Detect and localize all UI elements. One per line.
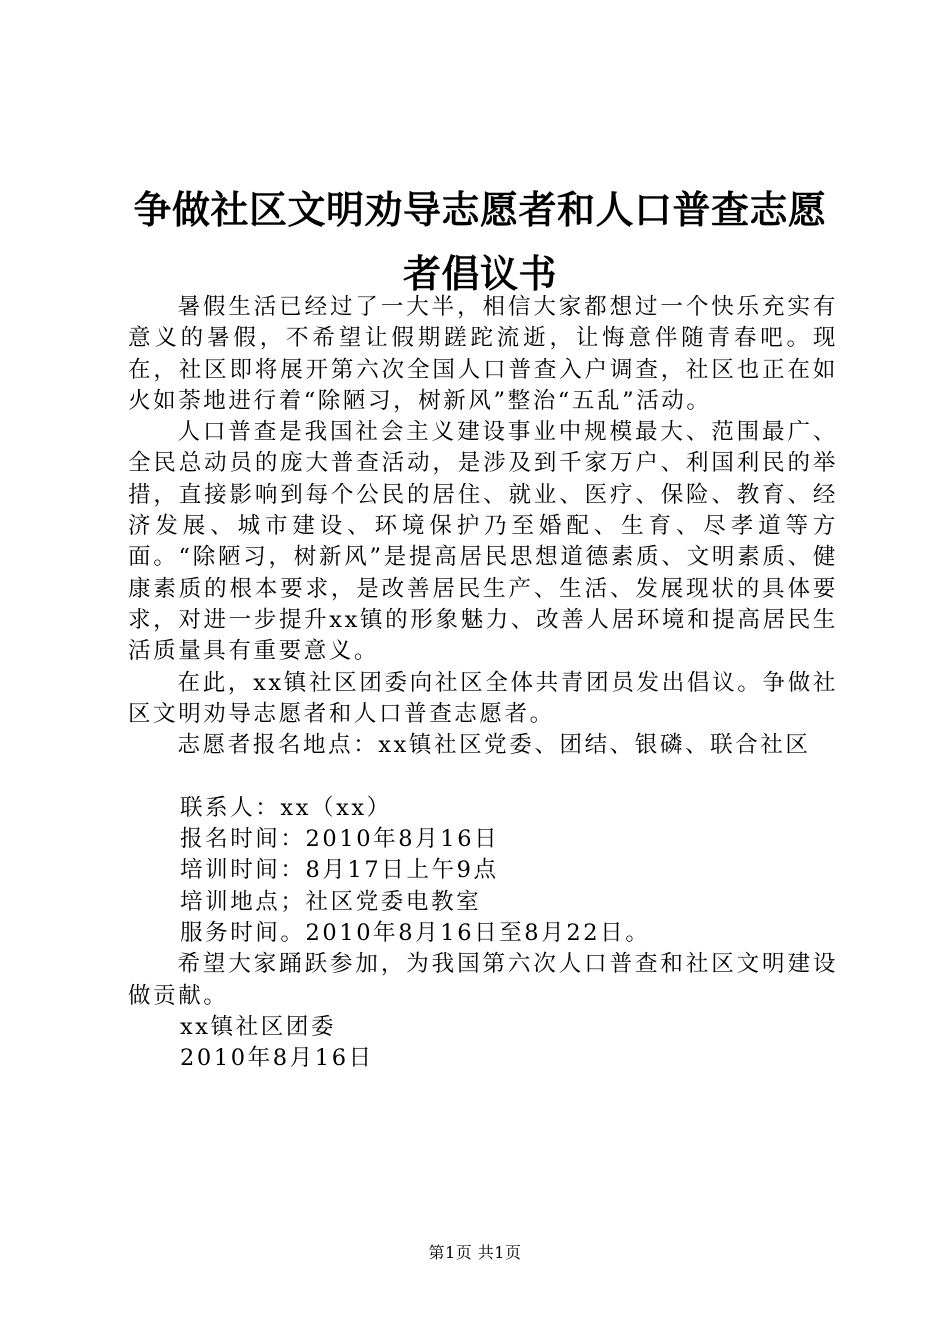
detail-signup-time: 报名时间：2010年8月16日 [180,826,500,853]
paragraph-census: 人口普查是我国社会主义建设事业中规模最大、范围最广、全民总动员的庞大普查活动，是涉及到千家万户、利国利民的举措，直接影响到每个公民的居住、就业、医疗、保险、教育、经济发展、城市建设、环境保护乃至婚配、生育、尽孝道等方面。“除陋习，树新风”是提高居民思想道德素质、文明素质、健康素质的根本要求，是改善居民生产、生活、发展现状的具体要求，对进一步提升xx镇的形象魅力、改善人居环境和提高居民生活质量具有重要意义。 [128,419,838,665]
paragraph-signup-location: 志愿者报名地点：xx镇社区党委、团结、银磷、联合社区 [177,732,811,759]
signature-organization: xx镇社区团委 [180,1013,337,1040]
paragraph-closing: 希望大家踊跃参加，为我国第六次人口普查和社区文明建设做贡献。 [128,951,838,1009]
document-title: 争做社区文明劝导志愿者和人口普查志愿者倡议书 [133,188,827,296]
detail-service-time: 服务时间。2010年8月16日至8月22日。 [180,919,651,946]
paragraph-intro: 暑假生活已经过了一大半，相信大家都想过一个快乐充实有意义的暑假，不希望让假期蹉跎流逝，让悔意伴随青春吧。现在，社区即将展开第六次全国人口普查入户调查，社区也正在如火如荼地进行着“除陋习，树新风”整治“五乱”活动。 [128,294,838,414]
blank-line [128,761,838,792]
signature-date: 2010年8月16日 [180,1045,374,1072]
detail-training-location: 培训地点；社区党委电教室 [180,888,482,915]
detail-contact: 联系人：xx（xx） [180,794,392,821]
detail-training-time: 培训时间：8月17日上午9点 [180,857,499,884]
document-body [128,292,838,1074]
page-footer: 第1页 共1页 [428,1243,522,1262]
paragraph-proposal: 在此，xx镇社区团委向社区全体共青团员发出倡议。争做社区文明劝导志愿者和人口普查志愿者。 [128,669,838,727]
